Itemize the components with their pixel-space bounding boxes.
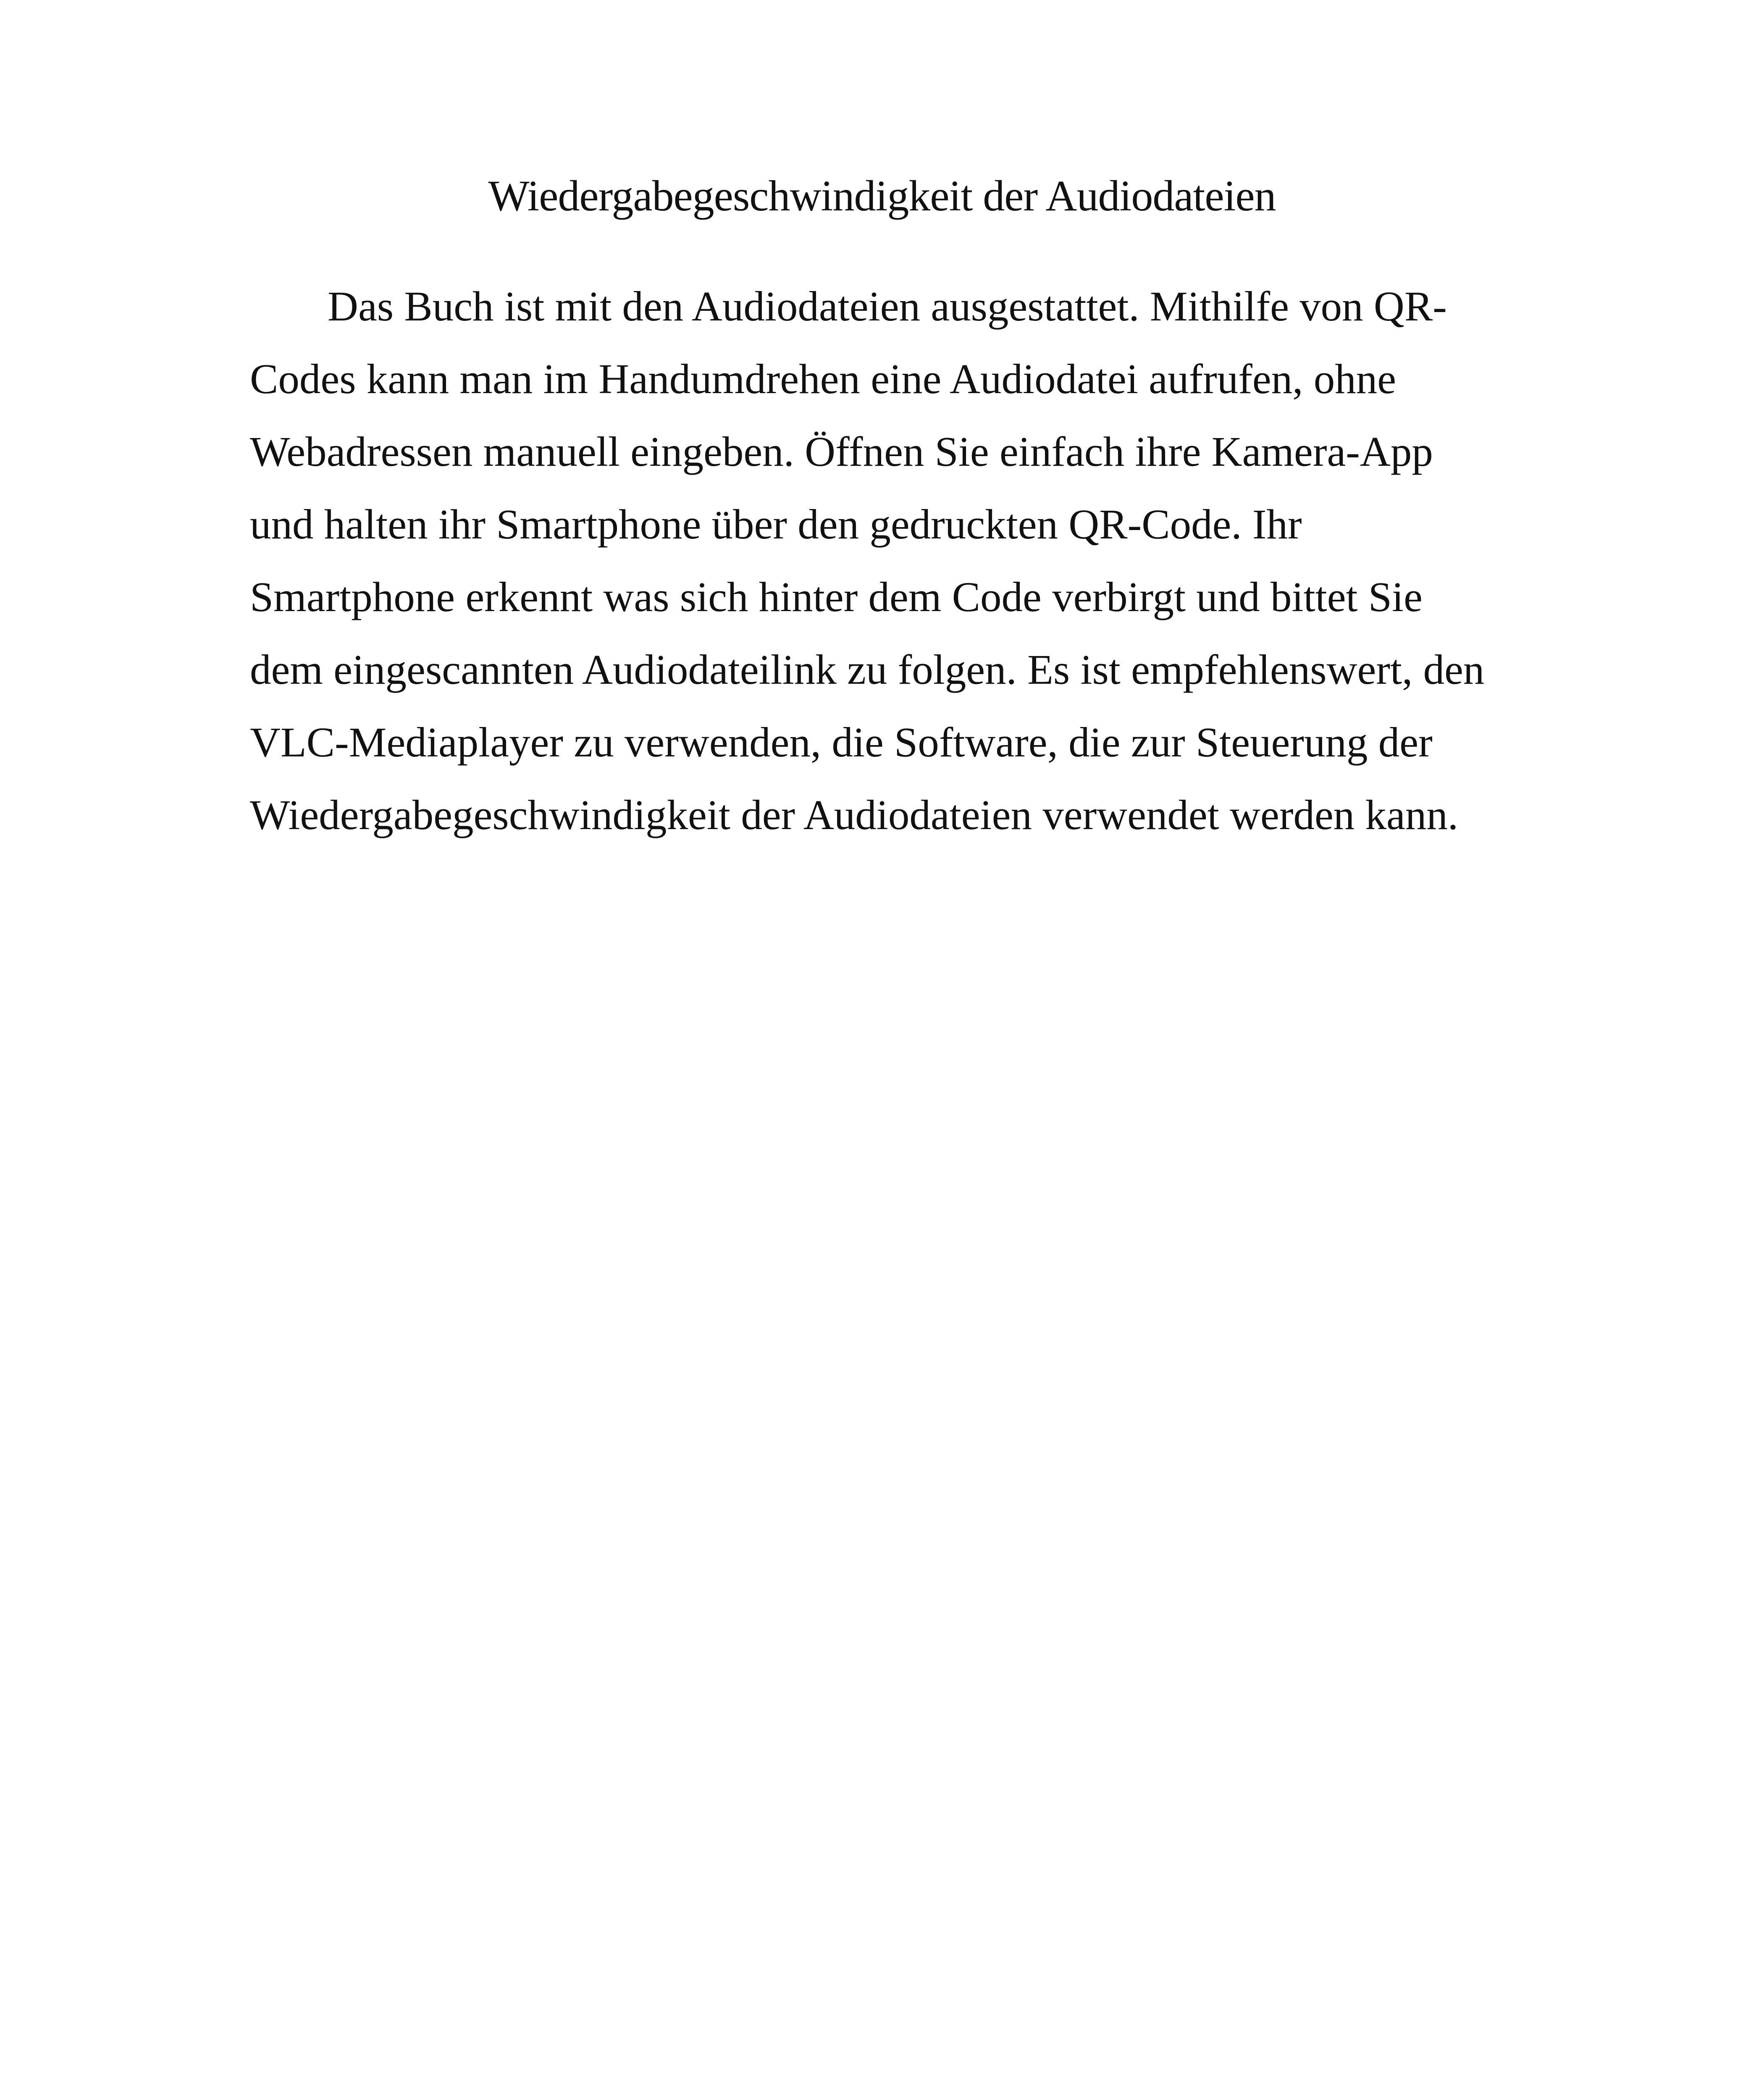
paragraph-line: Das Buch ist mit den Audiodateien ausgestattet. Mithilfe von QR- xyxy=(328,283,1447,330)
body-paragraph xyxy=(250,270,1586,851)
paragraph-line: Smartphone erkennt was sich hinter dem Code verbirgt und bittet Sie xyxy=(250,573,1423,620)
paragraph-line: Webadressen manuell eingeben. Öffnen Sie einfach ihre Kamera-App xyxy=(250,428,1433,475)
paragraph-line: dem eingescannten Audiodateilink zu folgen. Es ist empfehlenswert, den xyxy=(250,646,1485,693)
paragraph-line: Wiedergabegeschwindigkeit der Audiodateien verwendet werden kann. xyxy=(250,791,1459,838)
paragraph-line: Codes kann man im Handumdrehen eine Audiodatei aufrufen, ohne xyxy=(250,355,1396,402)
paragraph-line: und halten ihr Smartphone über den gedruckten QR-Code. Ihr xyxy=(250,501,1302,548)
section-heading: Wiedergabegeschwindigkeit der Audiodateien xyxy=(488,172,1276,220)
paragraph-line: VLC-Mediaplayer zu verwenden, die Software, die zur Steuerung der xyxy=(250,719,1433,766)
